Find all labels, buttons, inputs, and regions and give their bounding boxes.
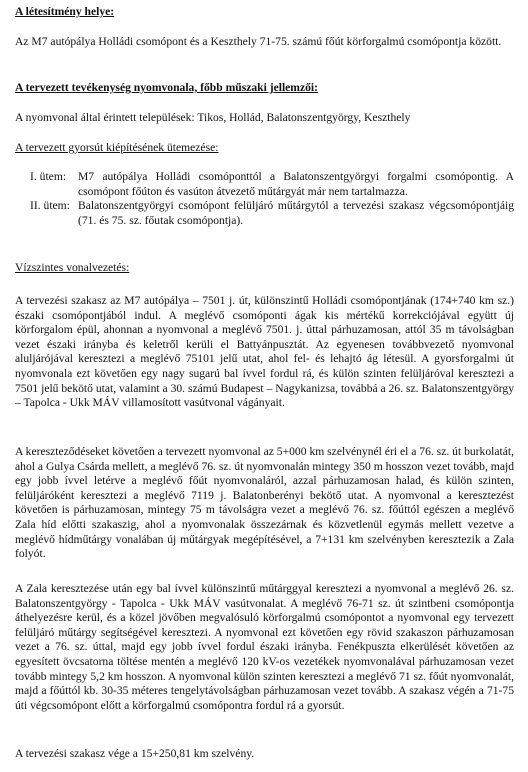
- location-text: Az M7 autópálya Holládi csomópont és a Keszthely 71-75. számú főút körforgalmú csomópontja között.: [15, 35, 502, 48]
- schedule-item: [30, 199, 514, 228]
- settlements-text: A nyomvonal által érintett települések: Tikos, Hollád, Balatonszentgyörgy, Keszthely: [15, 111, 411, 124]
- schedule-item-text: M7 autópálya Holládi csomóponttól a Balatonszentgyörgyi forgalmi csomópontig. A csomópont főúton és vasúton átvezető műtárgyát már nem tartalmazza.: [78, 170, 514, 198]
- location-heading: A létesítmény helye:: [15, 5, 115, 18]
- paragraph: A tervezési szakasz vége a 15+250,81 km szelvény.: [15, 747, 255, 760]
- paragraph: A kereszteződéseket követően a tervezett nyomvonal az 5+000 km szelvénynél éri el a 76. sz. út burkolatát, ahol a Gulya Csárda mellett, a meglévő 76. sz. út nyomvonalán mintegy 350 m hosszon vezet tovább, majd egy jobb ívvel letérve a meglévő főút nyomvonaláról, azzal párhuzamosan halad, és külön szinten, felüljáróként keresztezi a meglévő 7119 j. Balatonberényi bekötő utat. A nyomvonal a keresztezést követően is párhuzamosan, mintegy 75 m távolságra vezet a meglévő 76. sz. főúttól egészen a meglévő Zala híd előtti szakaszig, ahol a nyomvonalak összezárnak és közvetlenül egymás mellett vezetve a meglévő hídműtárgy vonalában új műtárgyak megépítésével, a 7+131 km szelvényben keresztezik a Zala folyót.: [15, 445, 514, 561]
- paragraph: A tervezési szakasz az M7 autópálya – 7501 j. út, különszintű Holládi csomópontjának (174+740 km sz.) északi csomópontjából indul. A meglévő csomóponti ágak kis mértékű korrekciójával együtt új körforgalom épül, ahonnan a nyomvonal a meglévő 7501. j. úttal párhuzamosan, attól 35 m távolságban vezet északi irányba és keletről kerüli el Battyánpusztát. Az egyenesen továbbvezető nyomvonal aluljárójával keresztezi a meglévő 75101 jelű utat, ahol fel- és lehajtó ág létesül. A gyorsforgalmi út nyomvonala ezt követően egy nagy sugarú bal ívvel fordul rá, és külön szinten felüljáróval keresztezi a 7501 jelű bekötő utat, valamint a 30. számú Budapest – Nagykanizsa, továbbá a 26. sz. Balatonszentgyörgy – Tapolca - Ukk MÁV villamosított vasútvonal vágányait.: [15, 294, 514, 410]
- route-heading: A tervezett tevékenység nyomvonala, főbb műszaki jellemzői:: [15, 81, 318, 94]
- schedule-heading: A tervezett gyorsút kiépítésének ütemezése:: [15, 141, 219, 154]
- schedule-item-label: II. ütem:: [30, 199, 70, 213]
- schedule-list: [30, 170, 514, 228]
- horizontal-alignment-heading: Vízszintes vonalvezetés:: [15, 261, 130, 274]
- schedule-item-label: I. ütem:: [30, 170, 67, 183]
- paragraph: A Zala keresztezése után egy bal ívvel különszintű műtárggyal keresztezi a nyomvonal a meglévő 26. sz. Balatonszentgyörgy - Tapolca - Ukk MÁV vasútvonalat. A meglévő 76-71 sz. út szintbeni csomópontja áthelyezésre kerül, és a közel jövőben megvalósuló körforgalmú csomópontot a nyomvonal egy tervezett felüljáró műtárgy segítségével keresztezi. A nyomvonal ezt követően egy rövid szakaszon párhuzamosan vezet a 76. sz. úttal, majd egy jobb ívvel fordul északi irányba. Fenékpuszta elkerülését követően az egyesített övcsatorna töltése mentén a meglévő 120 kV-os vezetékek nyomvonalával párhuzamosan vezet tovább mintegy 5,2 km hosszon. A nyomvonal külön szinten keresztezi a meglévő 71 sz. főút nyomvonalát, majd a főúttól kb. 30-35 méteres tengelytávolságban párhuzamosan vezet tovább. A szakasz végén a 71-75 úti végcsomópont előtt a körforgalmú csomópontra fordul rá a gyorsút.: [15, 582, 514, 712]
- schedule-item-text: Balatonszentgyörgyi csomópont felüljáró műtárgytól a tervezési szakasz végcsomópontjáig (71. és 75. sz. főutak csomópontja).: [78, 199, 514, 227]
- schedule-item: [30, 170, 514, 199]
